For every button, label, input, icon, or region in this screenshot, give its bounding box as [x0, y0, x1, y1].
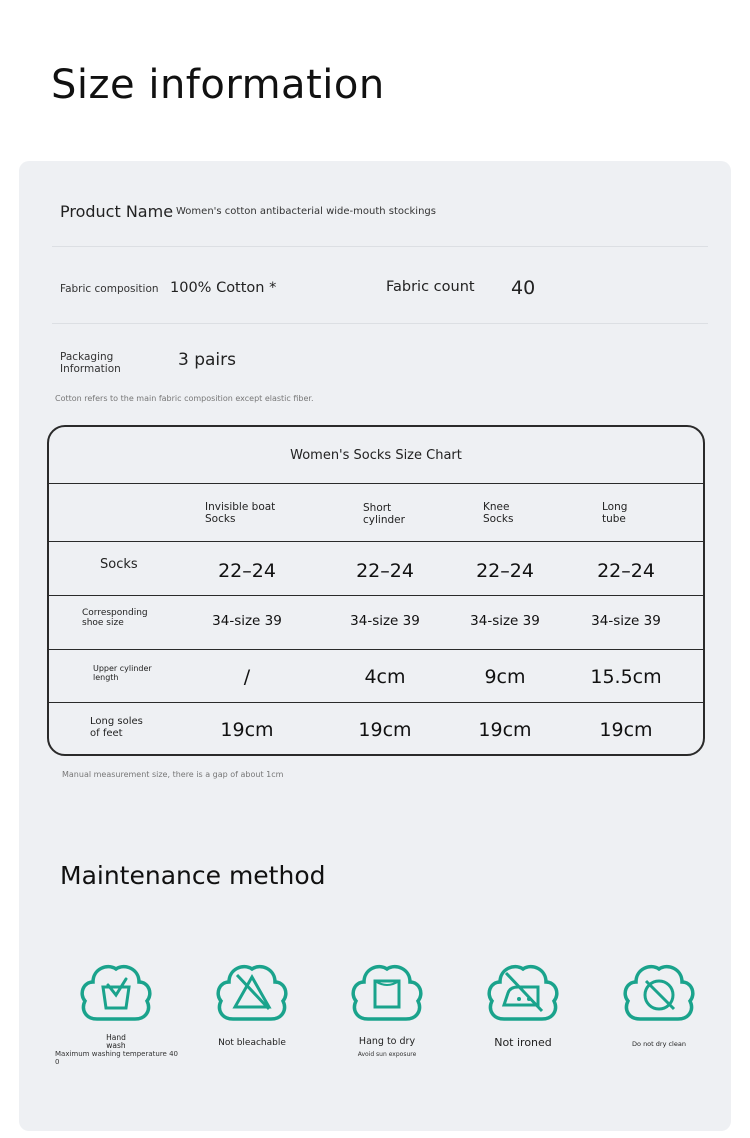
column-header: [363, 502, 405, 526]
fabric-composition-label: Fabric composition: [60, 283, 159, 295]
packaging-row: [52, 324, 708, 404]
packaging-label-line2: Information: [60, 363, 121, 375]
table-cell: 19cm: [478, 719, 532, 741]
care-item-not-bleachable: [192, 961, 312, 1048]
table-cell: 22–24: [476, 560, 534, 582]
table-cell: 34-size 39: [350, 613, 420, 629]
table-row: [49, 542, 703, 596]
do-not-dry-clean-icon: [622, 961, 696, 1023]
row-label-line2: length: [93, 673, 119, 682]
fabric-count-value: 40: [511, 277, 536, 299]
column-header-line1: Invisible boat: [205, 501, 276, 513]
care-item-not-ironed: [463, 961, 583, 1049]
care-sub: Maximum washing temperature 40: [55, 1050, 178, 1058]
care-item-hang-to-dry: [327, 961, 447, 1059]
table-cell: 34-size 39: [591, 613, 661, 629]
column-header-line2: tube: [602, 513, 626, 525]
table-cell: 9cm: [484, 666, 526, 688]
size-chart-title: Women's Socks Size Chart: [49, 427, 703, 484]
row-label: [90, 716, 143, 740]
table-row: [49, 703, 703, 756]
product-name-label: Product Name: [60, 202, 174, 221]
table-cell: 22–24: [356, 560, 414, 582]
column-header: [602, 501, 627, 525]
table-cell: 19cm: [220, 719, 274, 741]
measurement-note: Manual measurement size, there is a gap of about 1cm: [62, 770, 284, 779]
column-header-line1: Knee: [483, 501, 510, 513]
care-label: Not bleachable: [218, 1038, 286, 1048]
packaging-label-line1: Packaging: [60, 351, 114, 363]
table-row: [49, 650, 703, 703]
column-header-line2: cylinder: [363, 514, 405, 526]
table-cell: 22–24: [597, 560, 655, 582]
size-chart-header-row: [49, 484, 703, 542]
fabric-row: [52, 247, 708, 324]
column-header-line2: Socks: [483, 513, 514, 525]
maintenance-title: Maintenance method: [60, 861, 326, 890]
product-name-value: Women's cotton antibacterial wide-mouth stockings: [176, 206, 436, 217]
packaging-label: [60, 351, 121, 375]
packaging-value: 3 pairs: [178, 350, 236, 370]
size-chart-table: [47, 425, 705, 756]
cotton-note: Cotton refers to the main fabric composition except elastic fiber.: [55, 394, 314, 403]
table-cell: /: [243, 666, 251, 688]
row-label-line2: of feet: [90, 728, 123, 739]
table-cell: 19cm: [599, 719, 653, 741]
table-cell: 22–24: [218, 560, 276, 582]
care-label-line2: wash: [106, 1041, 126, 1050]
table-cell: 34-size 39: [470, 613, 540, 629]
not-bleachable-icon: [215, 961, 289, 1023]
care-label: Not ironed: [494, 1036, 552, 1049]
care-label: Hand: [106, 1033, 126, 1042]
care-label: Hang to dry: [358, 1036, 416, 1047]
row-label-line1: Upper cylinder: [93, 664, 152, 673]
table-cell: 34-size 39: [212, 613, 282, 629]
column-header: [483, 501, 513, 525]
table-cell: 19cm: [358, 719, 412, 741]
column-header-line2: Socks: [205, 513, 236, 525]
row-label: Socks: [100, 557, 138, 572]
hang-to-dry-icon: [350, 961, 424, 1023]
row-label-line2: shoe size: [82, 618, 124, 628]
care-item-hand-wash: [56, 961, 176, 1066]
table-cell: 15.5cm: [590, 666, 662, 688]
row-label: [93, 664, 152, 682]
row-label: [82, 608, 148, 628]
size-info-card: [19, 161, 731, 1131]
row-label-line1: Long soles: [90, 716, 143, 727]
fabric-count-label: Fabric count: [386, 279, 475, 295]
care-item-do-not-dry-clean: [599, 961, 719, 1049]
product-name-row: [52, 161, 708, 247]
care-sub-line2: 0: [55, 1058, 60, 1066]
care-label: Do not dry clean: [632, 1040, 686, 1048]
not-ironed-icon: [486, 961, 560, 1023]
column-header-line1: Long: [602, 501, 628, 513]
row-label-line1: Corresponding: [82, 608, 148, 618]
care-sub: Avoid sun exposure: [357, 1051, 417, 1058]
fabric-composition-value: 100% Cotton *: [170, 280, 277, 296]
hand-wash-icon: [79, 961, 153, 1023]
column-header-line1: Short: [363, 502, 392, 514]
table-row: [49, 596, 703, 650]
page-title: Size information: [51, 62, 385, 108]
column-header: [205, 501, 275, 525]
table-cell: 4cm: [364, 666, 406, 688]
